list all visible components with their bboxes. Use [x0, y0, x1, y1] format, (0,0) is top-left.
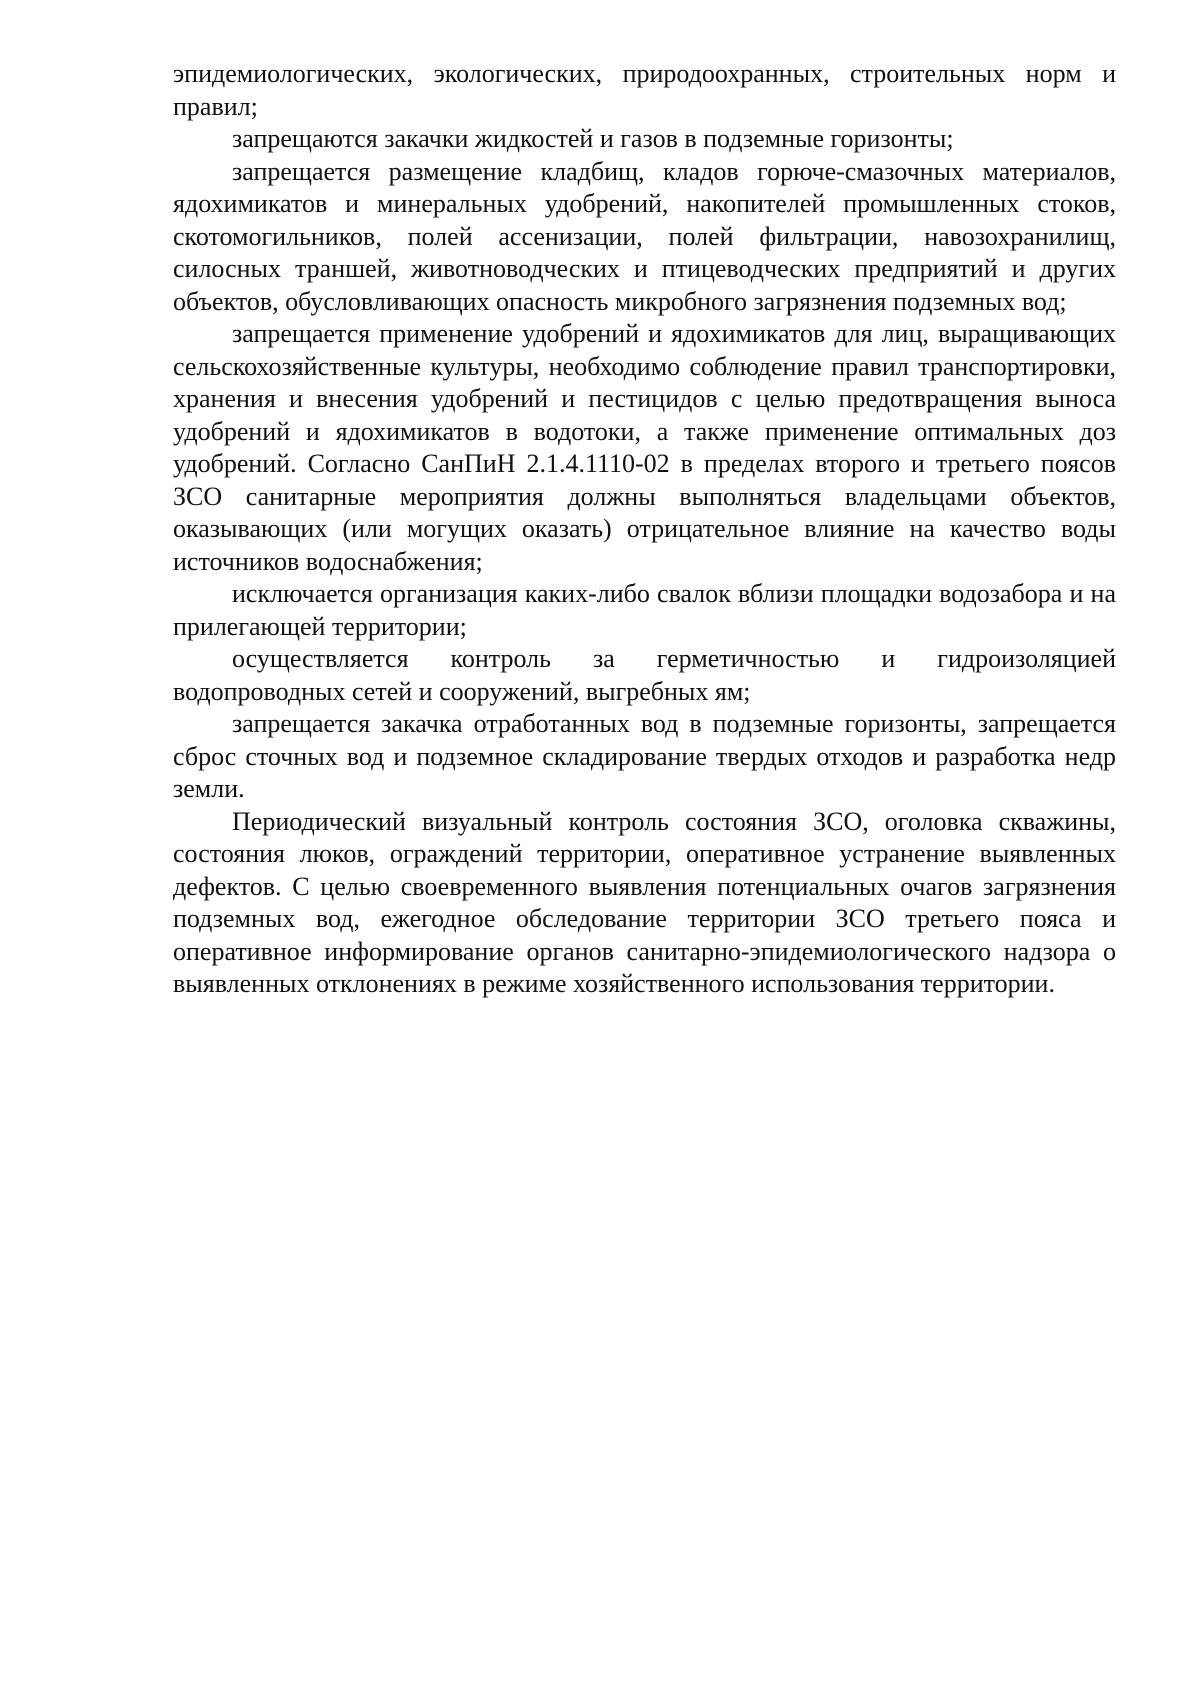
paragraph-injection-ban: запрещаются закачки жидкостей и газов в подземные горизонты; — [232, 124, 954, 153]
paragraph-fertilizer-ban: запрещается применение удобрений и ядохимикатов для лиц, выращивающих сельскохозяйственные культуры, необходимо соблюдение правил транспортировки, хранения и внесения удобрений и пестицидов с целью предотвращения выноса удобрений и ядохимикатов в водотоки, а также применение оптимальных доз удобрений. Согласно СанПиН 2.1.4.1110-02 в пределах второго и третьего поясов ЗСО санитарные мероприятия должны выполняться владельцами объектов, оказывающих (или могущих оказать) отрицательное влияние на качество воды источников водоснабжения; — [173, 319, 1116, 576]
paragraph-visual-inspection: Периодический визуальный контроль состояния ЗСО, оголовка скважины, состояния люков, ограждений территории, оперативное устранение выявленных дефектов. С целью своевременного выявления потенциальных очагов загрязнения подземных вод, ежегодное обследование территории ЗСО третьего пояса и оперативное информирование органов санитарно-эпидемиологического надзора о выявленных отклонениях в режиме хозяйственного использования территории. — [173, 806, 1116, 998]
paragraph-wastewater-ban: запрещается закачка отработанных вод в подземные горизонты, запрещается сброс сточных вод и подземное складирование твердых отходов и разработка недр земли. — [173, 709, 1116, 803]
body-text — [173, 58, 1116, 1001]
paragraph-dump-exclusion: исключается организация каких-либо свалок вблизи площадки водозабора и на прилегающей территории; — [173, 579, 1116, 641]
paragraph-network-control: осуществляется контроль за герметичностью и гидроизоляцией водопроводных сетей и сооружений, выгребных ям; — [173, 644, 1116, 706]
paragraph-continuation: эпидемиологических, экологических, природоохранных, строительных норм и правил; — [173, 59, 1116, 121]
paragraph-placement-ban: запрещается размещение кладбищ, кладов горюче-смазочных материалов, ядохимикатов и минеральных удобрений, накопителей промышленных стоков, скотомогильников, полей ассенизации, полей фильтрации, навозохранилищ, силосных траншей, животноводческих и птицеводческих предприятий и других объектов, обусловливающих опасность микробного загрязнения подземных вод; — [173, 156, 1116, 316]
